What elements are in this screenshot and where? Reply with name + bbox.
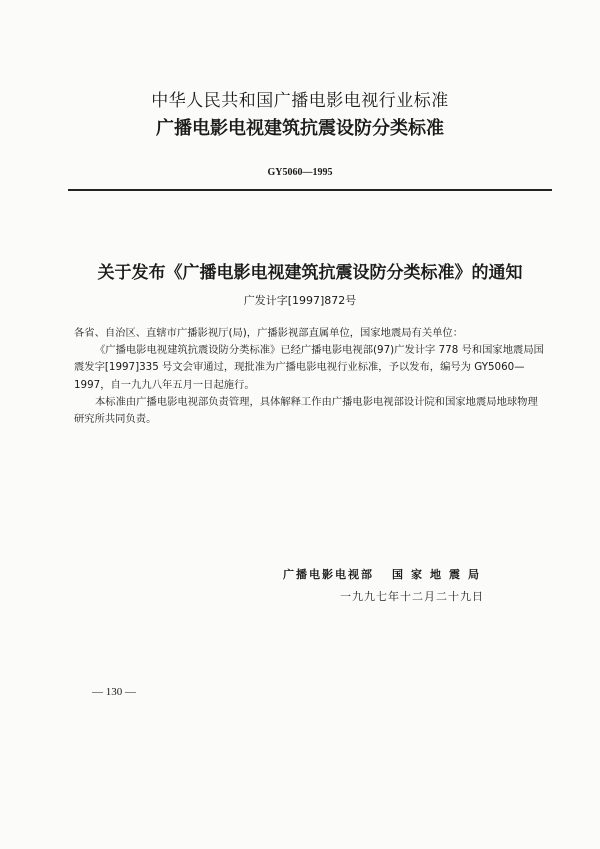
notice-body	[74, 325, 544, 428]
series-title: 中华人民共和国广播电影电视行业标准	[151, 91, 449, 111]
standard-title: 广播电影电视建筑抗震设防分类标准	[156, 118, 444, 139]
responsibility-paragraph: 本标准由广播电影电视部负责管理，具体解释工作由广播电影电视部设计院和国家地震局地球物理研究所共同负责。	[74, 395, 538, 426]
doc-number: 广发计字[1997]872号	[243, 294, 357, 307]
notice-date: 一九九七年十二月二十九日	[340, 590, 484, 603]
signatory-seismological-bureau: 国家地震局	[392, 568, 487, 581]
standard-code: GY5060—1995	[267, 167, 333, 178]
signatory-ministry: 广播电影电视部	[283, 568, 374, 581]
signatories	[283, 566, 487, 582]
approval-paragraph: 《广播电影电视建筑抗震设防分类标准》已经广播电影电视部(97)广发计字 778 号和国家地震局国震发字[1997]335 号文会审通过，现批准为广播电影电视行业标准，予以发布，编号为 GY5060—1997，自一九九八年五月一日起施行。	[74, 344, 544, 391]
header-divider	[68, 189, 552, 191]
addressee-paragraph: 各省、自治区、直辖市广播影视厅(局)，广播影视部直属单位，国家地震局有关单位：	[74, 327, 464, 339]
notice-title: 关于发布《广播电影电视建筑抗震设防分类标准》的通知	[97, 263, 523, 283]
page-number: — 130 —	[92, 686, 136, 698]
